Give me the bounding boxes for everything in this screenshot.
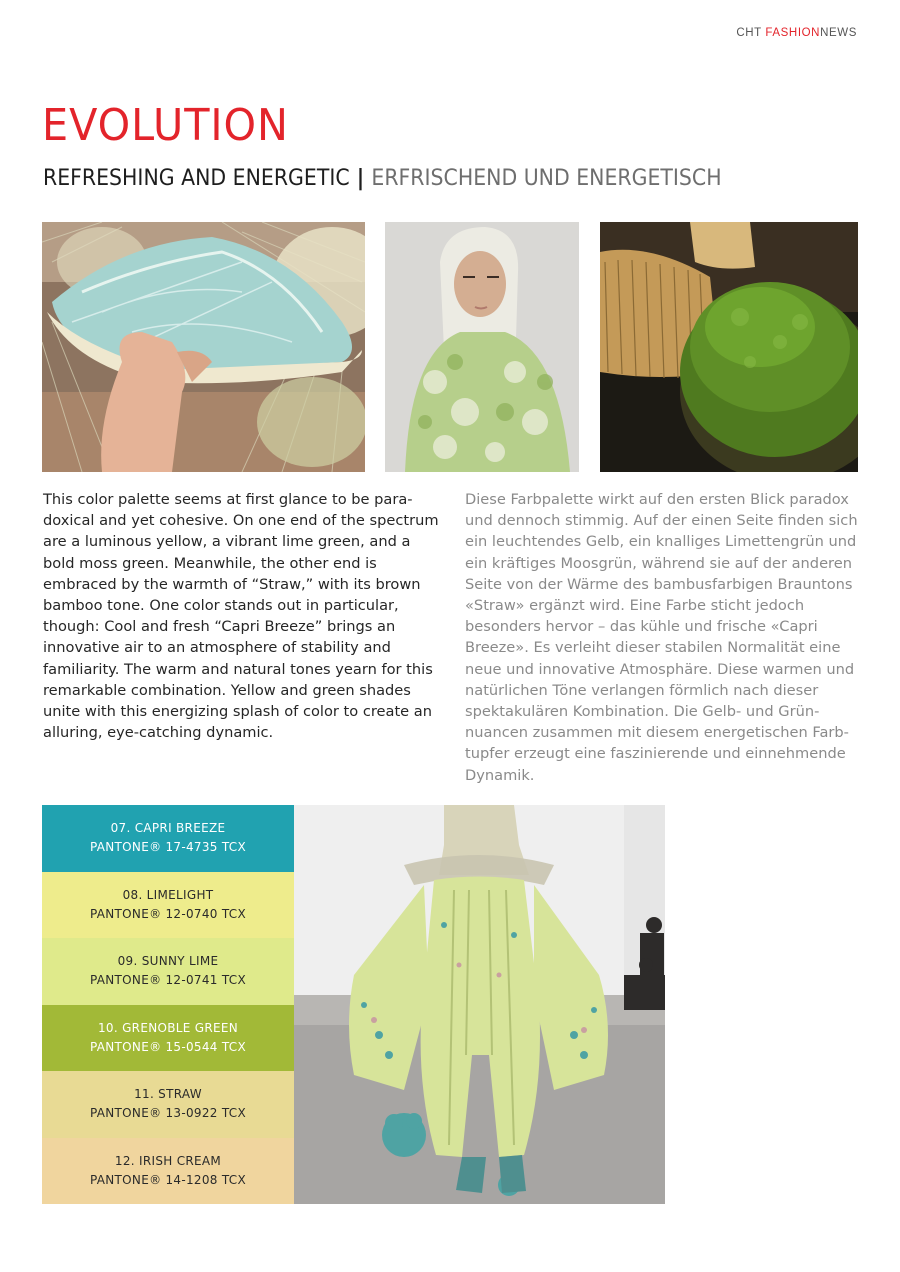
brand-prefix: CHT	[736, 27, 766, 39]
brand-suffix: NEWS	[820, 27, 857, 39]
swatch-color-name: 07. CAPRI BREEZE	[110, 821, 226, 836]
swatch-color-name: 12. IRISH CREAM	[114, 1153, 222, 1168]
color-swatch	[42, 1138, 294, 1205]
color-swatch	[42, 1005, 294, 1072]
page-subtitle	[43, 168, 722, 190]
swatch-color-name: 08. LIMELIGHT	[122, 887, 214, 902]
swatch-pantone-code: PANTONE® 12-0741 TCX	[90, 973, 246, 988]
swatch-pantone-code: PANTONE® 12-0740 TCX	[90, 906, 246, 921]
shoe-photo	[42, 222, 365, 472]
runway-photo	[294, 805, 665, 1204]
color-swatch	[42, 805, 294, 872]
subtitle-english: REFRESHING AND ENERGETIC	[43, 166, 350, 191]
swatch-pantone-code: PANTONE® 13-0922 TCX	[90, 1106, 246, 1121]
swatch-pantone-code: PANTONE® 14-1208 TCX	[90, 1172, 246, 1187]
swatch-pantone-code: PANTONE® 17-4735 TCX	[90, 840, 246, 855]
matcha-photo	[600, 222, 858, 472]
subtitle-german: ERFRISCHEND UND ENERGETISCH	[371, 166, 722, 191]
color-swatch	[42, 872, 294, 939]
swatch-color-name: 10. GRENOBLE GREEN	[97, 1020, 239, 1035]
color-swatch	[42, 1071, 294, 1138]
subtitle-separator: |	[349, 166, 372, 191]
color-palette	[42, 805, 294, 1204]
page-title: EVOLUTION	[42, 100, 289, 151]
body-text-german: Diese Farbpalette wirkt auf den ersten Blick paradox und dennoch stimmig. Auf der einen Seite finden sich ein leuchtendes Gelb, ein knalliges Limettengrün und ein kräftiges Moosgrün, während sie auf der anderen Seite von der Wärme des bambusfarbigen Brauntons «Straw» ergänzt wird. Eine Farbe sticht jedoch besonders hervor – das kühle und frische «Capri Breeze». Es verleiht dieser stabilen Normalität eine neue und innovative Atmosphäre. Diese warmen und natürlichen Töne verlangen förmlich nach dieser spektakulären Kombination. Die Gelb- und Grün-nuancen zusammen mit diesem energetischen Farb-tupfer erzeugt eine faszinierende und einnehmende Dynamik.	[465, 491, 858, 784]
brand-header	[736, 27, 857, 39]
swatch-color-name: 11. STRAW	[134, 1087, 202, 1102]
model-photo	[385, 222, 579, 472]
brand-accent: FASHION	[765, 27, 821, 39]
swatch-color-name: 09. SUNNY LIME	[117, 954, 219, 969]
body-text-english: This color palette seems at first glance to be para-doxical and yet cohesive. On one end of the spectrum are a luminous yellow, a vibrant lime green, and a bold moss green. Meanwhile, the other end is embraced by the warmth of “Straw,” with its brown bamboo tone. One color stands out in particular, though: Cool and fresh “Capri Breeze” brings an innovative air to an atmosphere of stability and familiarity. The warm and natural tones yearn for this remarkable combination. Yellow and green shades unite with this energizing splash of color to create an alluring, eye-catching dynamic.	[43, 491, 439, 742]
color-swatch	[42, 938, 294, 1005]
swatch-pantone-code: PANTONE® 15-0544 TCX	[90, 1039, 246, 1054]
